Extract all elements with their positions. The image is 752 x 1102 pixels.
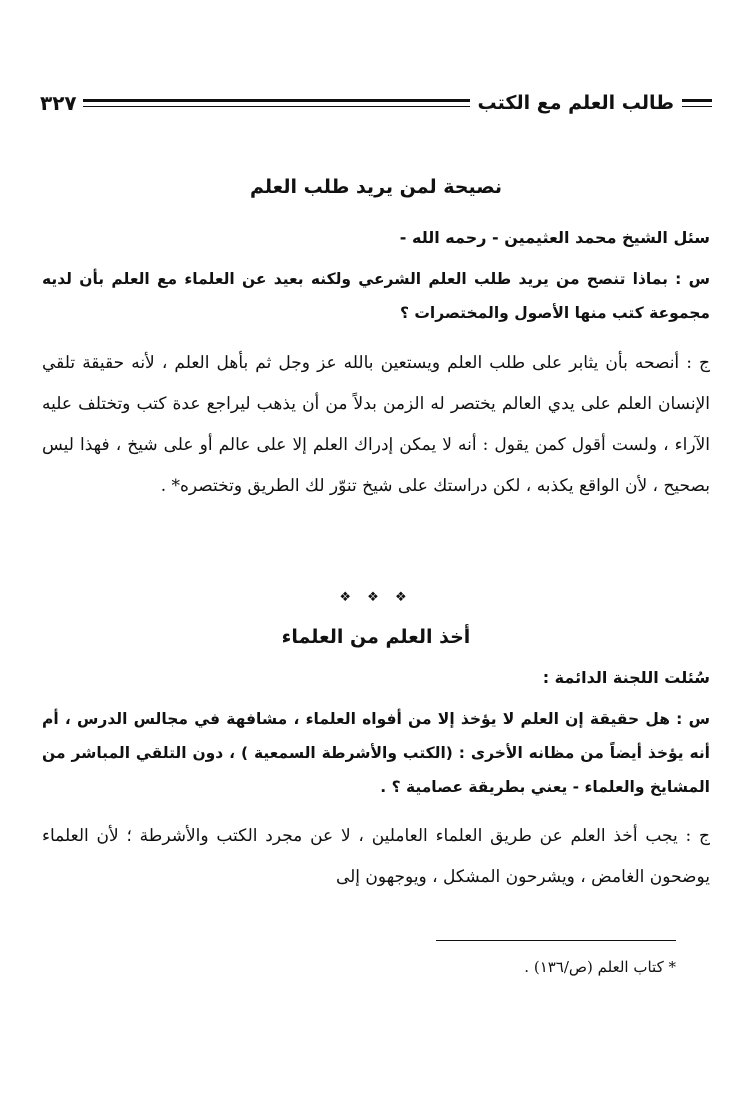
question-block-1 [42,262,710,330]
answer-text: ج : يجب أخذ العلم عن طريق العلماء العاملين ، لا عن مجرد الكتب والأشرطة ؛ لأن العلماء يوضحون الغامض ، ويشرحون المشكل ، ويوجهون إلى [42,826,710,887]
attribution-committee [42,668,710,687]
header-rule-end [682,99,712,107]
question-block-2 [42,702,710,804]
attribution-uthaymeen [42,228,710,247]
section-heading-advice: نصيحة لمن يريد طلب العلم [249,176,503,198]
section-heading-taking-knowledge: أخذ العلم من العلماء [281,626,471,648]
page-number: ٣٢٧ [40,91,77,115]
answer-text: ج : أنصحه بأن يثابر على طلب العلم ويستعين بالله عز وجل ثم بأهل العلم ، لأنه حقيقة تلقي الإنسان العلم على يدي العالم يختصر له الزمن بدلاً من أن يذهب ليراجع عدة كتب وتختلف عليه الآراء ، ولست أقول كمن يقول : أنه لا يمكن إدراك العلم إلا على عالم أو على شيخ ، فهذا ليس بصحيح ، لأن الواقع يكذبه ، لكن دراستك على شيخ تنوّر لك الطريق وتختصره* . [42,353,710,496]
section-separator: ❖ ❖ ❖ [339,590,413,605]
answer-block-1 [42,343,710,507]
footnote: * كتاب العلم (ص/١٣٦) . [524,958,676,976]
question-text: س : بماذا تنصح من يريد طلب العلم الشرعي ولكنه بعيد عن العلماء مع العلم بأن لديه مجموعة كتب منها الأصول والمختصرات ؟ [42,270,710,322]
question-text: س : هل حقيقة إن العلم لا يؤخذ إلا من أفواه العلماء ، مشافهة في مجالس الدرس ، أم أنه يؤخذ أيضاً من مظانه الأخرى : (الكتب والأشرطة السمعية ) ، دون التلقي المباشر من المشايخ والعلماء - يعني بطريقة عصامية ؟ . [42,710,710,796]
attribution-text: سئل الشيخ محمد العثيمين - رحمه الله - [399,228,710,247]
running-title: طالب العلم مع الكتب [477,92,674,114]
header-rule [83,99,470,107]
running-header [40,86,712,120]
footnote-rule [436,940,676,941]
attribution-text: سُئلت اللجنة الدائمة : [542,668,710,687]
answer-block-2 [42,816,710,898]
